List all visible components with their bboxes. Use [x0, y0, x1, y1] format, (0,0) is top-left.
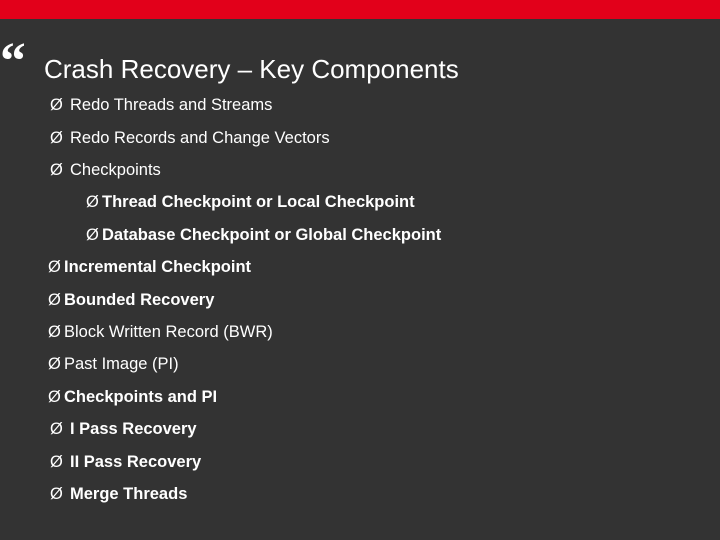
bullet-item: Ø Block Written Record (BWR): [48, 323, 273, 341]
slide-title: Crash Recovery – Key Components: [44, 54, 459, 84]
bullet-arrow-icon: Ø: [50, 161, 63, 179]
bullet-arrow-icon: Ø: [86, 193, 99, 211]
bullet-item: Ø Bounded Recovery: [48, 291, 215, 309]
bullet-arrow-icon: Ø: [86, 226, 99, 244]
bullet-arrow-icon: Ø: [48, 388, 61, 406]
bullet-item: Ø Checkpoints and PI: [48, 388, 218, 406]
bullet-item: Ø Checkpoints: [50, 161, 161, 179]
bullet-arrow-icon: Ø: [50, 129, 63, 147]
bullet-arrow-icon: Ø: [50, 485, 63, 503]
bullet-item: Ø Thread Checkpoint or Local Checkpoint: [86, 193, 415, 211]
bullet-arrow-icon: Ø: [48, 355, 61, 373]
bullet-arrow-icon: Ø: [48, 291, 61, 309]
bullet-item: Ø Merge Threads: [50, 485, 188, 503]
quote-mark-decoration: “: [0, 36, 24, 70]
bullet-item: Ø Redo Records and Change Vectors: [50, 129, 330, 147]
bullet-arrow-icon: Ø: [48, 323, 61, 341]
bullet-arrow-icon: Ø: [50, 453, 63, 471]
bullet-arrow-icon: Ø: [48, 258, 61, 276]
bullet-arrow-icon: Ø: [50, 420, 63, 438]
bullet-item: Ø Database Checkpoint or Global Checkpoint: [86, 226, 442, 244]
bullet-item: Ø I Pass Recovery: [50, 420, 197, 438]
bullet-item: Ø Redo Threads and Streams: [50, 96, 273, 114]
bullet-item: Ø II Pass Recovery: [50, 453, 202, 471]
bullet-item: Ø Past Image (PI): [48, 355, 179, 373]
bullet-arrow-icon: Ø: [50, 96, 63, 114]
bullet-item: Ø Incremental Checkpoint: [48, 258, 252, 276]
